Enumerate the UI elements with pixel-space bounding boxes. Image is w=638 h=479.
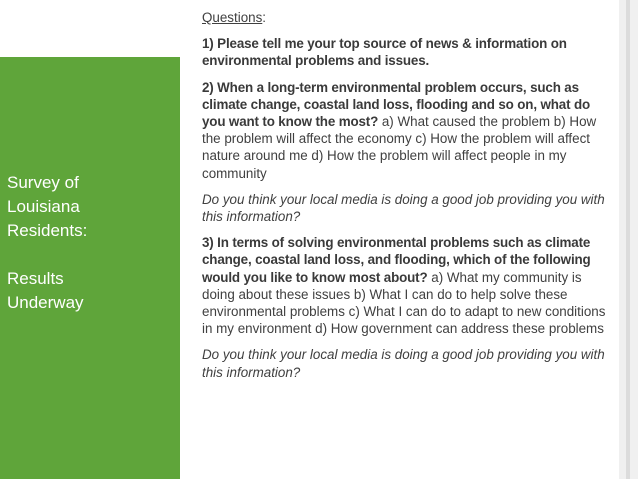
question-3-follow-up: Do you think your local media is doing a good job providing you with this information? (202, 347, 605, 380)
status-line-1: Results (7, 269, 64, 288)
slide-title (7, 171, 175, 315)
right-edge-strip (619, 0, 638, 479)
question-3-options: a) What my community is doing about these issues b) What I can do to help solve these environmental problems c) What I can do to adapt to new conditions in my environment d) How government can address these problems (202, 269, 606, 337)
questions-heading: Questions (202, 10, 263, 25)
questions-content (202, 9, 606, 390)
question-2 (202, 79, 606, 182)
status-line-2: Underway (7, 293, 84, 312)
question-2-options: a) What caused the problem b) How the problem will affect the economy c) How the problem will affect nature around me d) How the problem will affect people in my community (202, 114, 597, 181)
title-line-1: Survey of (7, 173, 79, 192)
title-line-3: Residents: (7, 221, 88, 240)
title-spacer (7, 243, 175, 267)
question-1-text: 1) Please tell me your top source of news & information on environmental problems and issues. (202, 36, 567, 69)
questions-heading-line (202, 9, 606, 26)
questions-heading-colon: : (262, 10, 267, 25)
question-2-text: 2) When a long-term environmental problem occurs, such as climate change, coastal land loss, flooding and so on, what do you want to know the most? (202, 79, 591, 130)
question-3 (202, 234, 606, 337)
question-3-text: 3) In terms of solving environmental problems such as climate change, coastal land loss, and flooding, which of the following would you like to know most about? (202, 235, 591, 285)
question-1 (202, 35, 606, 69)
right-edge-line (626, 0, 630, 479)
question-2-follow-up: Do you think your local media is doing a good job providing you with this information? (202, 191, 605, 225)
title-line-2: Louisiana (7, 197, 80, 216)
